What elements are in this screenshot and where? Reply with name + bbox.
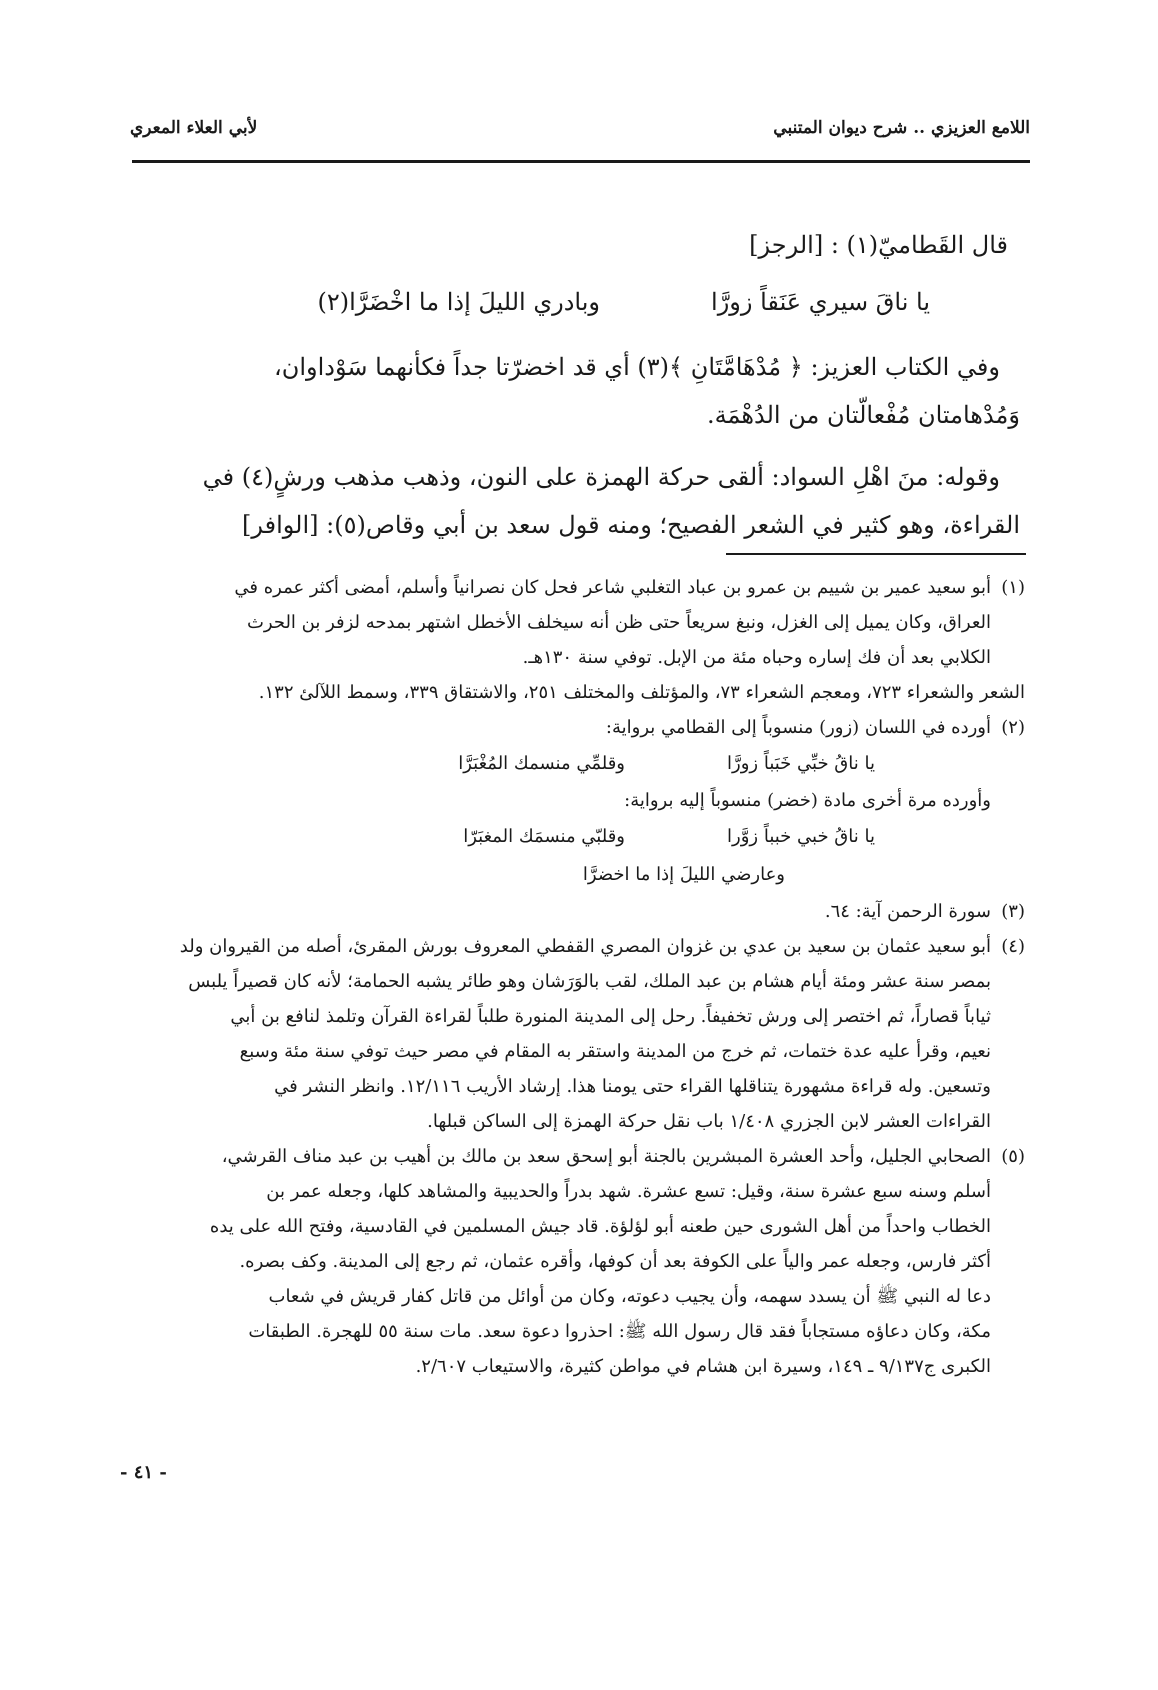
- footnote-text: سورة الرحمن آية: ٦٤.: [824, 901, 991, 922]
- footnote-3: [125, 894, 1025, 929]
- footnote-number: (٢): [1001, 717, 1025, 738]
- author-name: لأبي العلاء المعري: [130, 118, 258, 138]
- footnote-text: أورده في اللسان (زور) منسوباً إلى القطامي برواية:: [605, 717, 991, 738]
- running-header: [130, 118, 1030, 150]
- footnote-text: الخطاب واحداً من أهل الشورى حين طعنه أبو لؤلؤة. قاد جيش المسلمين في القادسية، وفتح الله على يده: [209, 1216, 991, 1237]
- footnote-text: بمصر سنة عشر ومئة أيام هشام بن عبد الملك، لقب بالوَرَشان وهو طائر يشبه الحمامة؛ لأنه كان قصيراً يلبس: [188, 971, 991, 992]
- footnote-verse-line: وعارضي الليلَ إذا ما اخضرَّا: [582, 864, 785, 885]
- paragraph-line: وقوله: منَ اهْلِ السواد: ألقى حركة الهمزة على النون، وذهب مذهب ورشٍ(٤) في: [202, 463, 1000, 491]
- footnote-text: أبو سعيد عثمان بن سعيد بن عدي بن غزوان المصري القفطي المعروف بورش المقرئ، أصله من القيروان ولد: [179, 936, 991, 957]
- footnote-text: الكلابي بعد أن فك إساره وحباه مئة من الإبل. توفي سنة ١٣٠هـ.: [522, 647, 991, 668]
- verse-second-hemistich: وقلبّي منسمَك المغبَرّا: [463, 826, 625, 847]
- paragraph-line: وفي الكتاب العزيز: ﴿ مُدْهَامَّتَانِ ﴾(٣) أي قد اخضرّتا جداً فكأنهما سَوْداوان،: [273, 353, 1000, 381]
- footnote-number: (١): [1001, 577, 1025, 598]
- footnote-text: وتسعين. وله قراءة مشهورة يتناقلها القراء حتى يومنا هذا. إرشاد الأريب ١٢/١١٦. وانظر النشر في: [274, 1076, 991, 1097]
- footnote-number: (٣): [1001, 901, 1025, 922]
- footnote-text: مكة، وكان دعاؤه مستجاباً فقد قال رسول الله ﷺ: احذروا دعوة سعد. مات سنة ٥٥ للهجرة. الطبقات: [248, 1321, 991, 1342]
- footnote-text: القراءات العشر لابن الجزري ١/٤٠٨ باب نقل حركة الهمزة إلى الساكن قبلها.: [427, 1111, 991, 1132]
- footnote-text: أكثر فارس، وجعله عمر والياً على الكوفة بعد أن كوفها، وأقره عثمان، ثم رجع إلى المدينة. وكف بصره.: [239, 1251, 991, 1272]
- footnote-text: الصحابي الجليل، وأحد العشرة المبشرين بالجنة أبو إسحق سعد بن مالك بن أهيب بن عبد مناف القرشي،: [221, 1146, 991, 1167]
- footnote-4: [125, 929, 1025, 964]
- footnote-separator: [726, 553, 1026, 555]
- footnote-text: العراق، وكان يميل إلى الغزل، ونبغ سريعاً حتى ظن أنه سيخلف الأخطل اشتهر بمدحه لزفر بن الحرث: [246, 612, 991, 633]
- verse-second-hemistich: وبادري الليلَ إذا ما اخْضَرَّا(٢): [317, 288, 600, 316]
- book-title: اللامع العزيزي .. شرح ديوان المتنبي: [773, 118, 1030, 138]
- footnote-number: (٤): [1001, 936, 1025, 957]
- footnote-verse: [125, 818, 1025, 856]
- footnotes: [125, 570, 1025, 1384]
- footnote-text: أسلم وسنه سبع عشرة سنة، وقيل: تسع عشرة. شهد بدراً والحديبية والمشاهد كلها، وجعله عمر بن: [266, 1181, 991, 1202]
- paragraph-line: القراءة، وهو كثير في الشعر الفصيح؛ ومنه قول سعد بن أبي وقاص(٥): [الوافر]: [241, 511, 1020, 539]
- footnote-number: (٥): [1001, 1146, 1025, 1167]
- verse-first-hemistich: يا ناقُ خبي خبباً زوَّرا: [727, 826, 875, 847]
- verse-first-hemistich: يا ناقُ خبِّي خَبَباً زورَّا: [727, 753, 875, 774]
- verse-line: [125, 275, 1020, 329]
- paragraph-line: وَمُدْهامتان مُفْعالّتان من الدُهْمَة.: [706, 401, 1020, 429]
- footnote-text: ثياباً قصاراً، ثم اختصر إلى ورش تخفيفاً. رحل إلى المدينة المنورة طلباً لقراءة القرآن وتلمذ لنافع بن أبي: [230, 1006, 991, 1027]
- poem-intro: قال القَطاميّ(١) : [الرجز]: [749, 231, 1008, 259]
- main-text: [125, 215, 1020, 549]
- footnote-text: الكبرى ج٩/١٣٧ ـ ١٤٩، وسيرة ابن هشام في مواطن كثيرة، والاستيعاب ٢/٦٠٧.: [415, 1356, 991, 1377]
- footnote-text: نعيم، وقرأ عليه عدة ختمات، ثم خرج من المدينة واستقر به المقام في مصر حيث توفي سنة مئة وسبع: [239, 1041, 991, 1062]
- footnote-2: [125, 710, 1025, 745]
- footnote-text: دعا له النبي ﷺ أن يسدد سهمه، وأن يجيب دعوته، وكان من أوائل من قاتل كفار قريش في شعاب: [268, 1286, 991, 1307]
- verse-first-hemistich: يا ناقَ سيري عَنَقاً زورَّا: [711, 288, 930, 316]
- footnote-verse: [125, 745, 1025, 783]
- footnote-sources: الشعر والشعراء ٧٢٣، ومعجم الشعراء ٧٣، والمؤتلف والمختلف ٢٥١، والاشتقاق ٣٣٩، وسمط اللآلئ ١٣٢.: [258, 682, 1025, 703]
- footnote-1: [125, 570, 1025, 605]
- footnote-text: وأورده مرة أخرى مادة (خضر) منسوباً إليه برواية:: [624, 790, 991, 811]
- page-number: - ٤١ -: [120, 1462, 167, 1483]
- footnote-5: [125, 1139, 1025, 1174]
- header-rule: [132, 160, 1030, 163]
- verse-second-hemistich: وقلمِّي منسمك المُغْبَرَّا: [458, 753, 625, 774]
- footnote-text: أبو سعيد عمير بن شييم بن عمرو بن عباد التغلبي شاعر فحل كان نصرانياً وأسلم، أمضى أكثر عمره في: [234, 577, 991, 598]
